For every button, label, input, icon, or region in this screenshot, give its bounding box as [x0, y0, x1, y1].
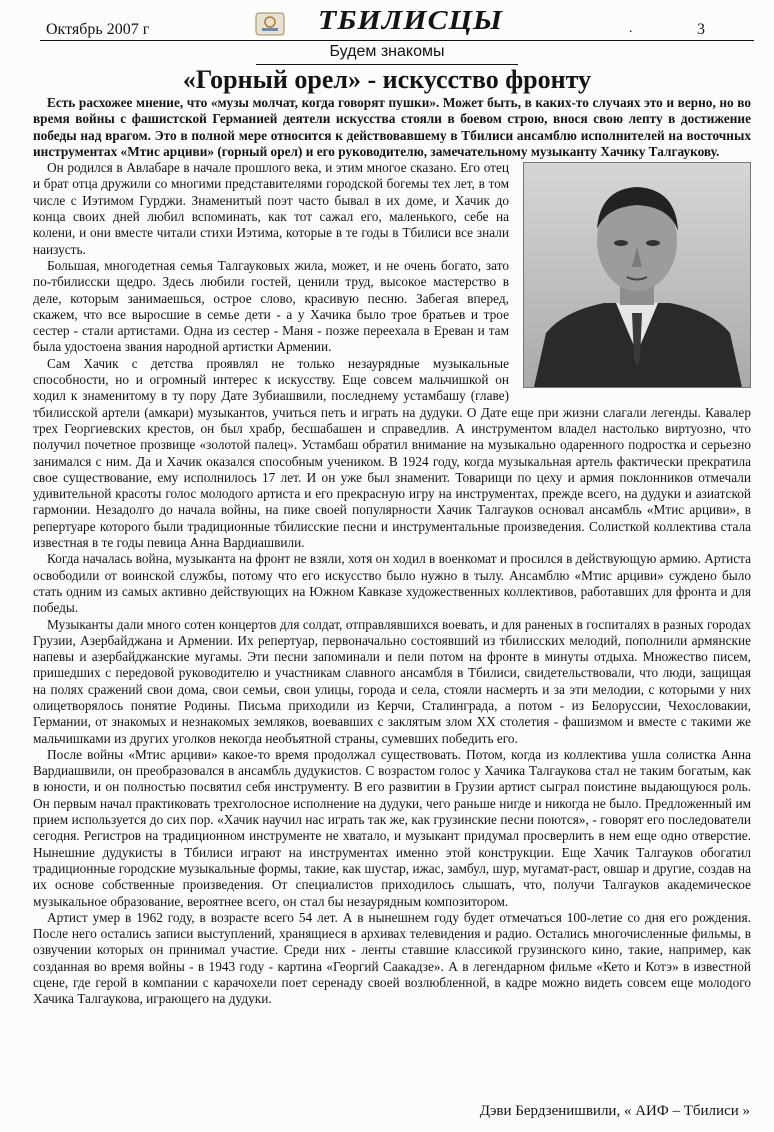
article-paragraph: Артист умер в 1962 году, в возрасте всего 54 лет. А в нынешнем году будет отмечаться 100-летие со дня его рождения. После него остались записи выступлений, хранящиеся в архивах телевидения и радио. Остались многочисленные фильмы, в озвучении которых он принимал участие. Среди них - ленты ставшие классикой грузинского кино, такие, например, как созданная во время войны - в 1943 году - картина «Георгий Саакадзе». А в легендарном фильме «Кето и Котэ» в известной сцене, где герой в компании с карачохели поет серенаду своей возлюбленной, в кадре можно видеть совсем еще молодого Хачика Талгаукова, играющего на дудуки.	[33, 909, 751, 1007]
header-rule	[40, 40, 754, 41]
page-number: 3	[697, 21, 705, 38]
author-signature: Дэви Бердзенишвили, « АИФ – Тбилиси »	[479, 1103, 750, 1119]
article-paragraph: Сам Хачик с детства проявлял не только незаурядные музыкальные способности, но и огромный интерес к искусству. Еще совсем мальчишкой он ходил к знаменитому в ту пору Дате Зубиашвили, последнему устамбашу (главе) тбилисской артели (амкари) музыкантов, учиться петь и играть на дудуки. О Дате еще при жизни слагали легенды. Кавалер трех Георгиевских крестов, он был храбр, бесшабашен и справедлив. А инструментом владел настолько виртуозно, что получил почетное прозвище «золотой палец». Устамбаш обратил внимание на музыкально одаренного подростка и серьезно занимался с ним. Да и Хачик оказался способным учеником. В 1924 году, когда музыкальная артель фактически прекратила свое существование, ему исполнилось 17 лет. И он уже был знаменит. Товарищи по цеху и армия поклонников отмечали удивительной красоты голос молодого артиста и его прекрасную игру на инструментах, прежде всего, на дудуки и азиатской гармонии. Незадолго до начала войны, на пике своей популярности Хачик Талгауков основал ансамбль «Мтис арциви», в репертуаре которого были традиционные тбилисские песни и инструментальные произведения. Солисткой коллектива стала известная в те годы певица Анна Вардиашвили.	[33, 355, 751, 551]
article-title: «Горный орел» - искусство фронту	[182, 65, 592, 94]
issue-date: Октябрь 2007 г	[46, 21, 150, 38]
section-heading: Будем знакомы	[329, 43, 445, 60]
article-paragraph: Он родился в Авлабаре в начале прошлого века, и этим многое сказано. Его отец и брат отца дружили со многими представителями городской богемы тех лет, в том числе с Иэтимом Гурджи. Знаменитый поэт часто бывал в их доме, и Хачик до конца своих дней любил вспоминать, как тот сажал его, маленького, себе на колени, и они вместе читали стихи Иэтима, которые в те годы в Тбилиси все знали наизусть.	[33, 160, 509, 257]
article-paragraph: Когда началась война, музыканта на фронт не взяли, хотя он ходил в военкомат и просился в действующую армию. Артиста освободили от воинской службы, потому что его искусство было нужно в тылу. Ансамблю «Мтис арциви» суждено было стать одним из самых активно действующих на Южном Кавказе художественных коллективов, работавших для фронта и для победы.	[33, 551, 751, 616]
article-paragraph: Музыканты дали много сотен концертов для солдат, отправлявшихся воевать, и для раненых в госпиталях в разных городах Грузии, Азербайджана и Армении. Их репертуар, первоначально состоявший из тбилисских мелодий, пополнили армянские напевы и азербайджанские мугамы. Эти песни запоминали и пели потом на фронте в минуты отдыха. Множество писем, пришедших с передовой руководителю и участникам славного ансамбля в Тбилиси, свидетельствовали, что люди, защищая на полях сражений свои дома, свои семьи, свои улицы, города и села, стояли насмерть и за эти мелодии, с которыми у них олицетворялось понятие Родины. Письма приходили из Керчи, Сталинграда, а потом - из Белоруссии, Чехословакии, Германии, от знакомых и незнакомых земляков, воевавших с заклятым злом XX столетия - фашизмом и вместе с такими же мальчишками из других уголков некогда необъятной страны, сумевших победить его.	[33, 616, 751, 746]
page-header	[0, 0, 774, 42]
portrait-photo	[523, 162, 751, 388]
newspaper-logo: ТБИЛИСЦЫ	[318, 5, 504, 36]
newspaper-emblem-icon	[255, 12, 285, 36]
article-lead: Есть расхожее мнение, что «музы молчат, когда говорят пушки». Может быть, в каких-то случаях это и верно, но во время войны с фашистской Германией деятели искусства стояли в боевом строю, внося свою лепту в достижение победы над врагом. Это в полной мере относится к действовавшему в Тбилиси ансамблю исполнителей на восточных инструментах «Мтис арциви» (горный орел) и его руководителю, замечательному музыканту Хачику Талгаукову.	[33, 95, 751, 159]
article-paragraph: Большая, многодетная семья Талгауковых жила, может, и не очень богато, зато по-тбилисски щедро. Здесь любили гостей, ценили труд, высокое мастерство в деле, которым занимаешься, острое слово, красивую песню. Забегая вперед, скажем, что все выросшие в семье дети - а у Хачика было трое братьев и трое сестер - стали артистами. Одна из сестер - Маня - позже переехала в Ереван и там была удостоена звания народной артистки Армении.	[33, 257, 509, 355]
article-body	[33, 95, 751, 1008]
header-dot: .	[629, 21, 633, 36]
article-paragraph: После войны «Мтис арциви» какое-то время продолжал существовать. Потом, когда из коллектива ушла солистка Анна Вардиашвили, он преобразовался в ансамбль дудукистов. С возрастом голос у Хачика Талгаукова стал не таким богатым, как в юности, и он полностью посвятил себя инструменту. В его развитии в Грузии артист сыграл поистине выдающуюся роль. Он первым начал практиковать трехголосное исполнение на дудуки, чего раньше нигде и никогда не было. Предложенный им прием используется до сих пор. «Хачик научил нас играть так же, как грузинские песни поются», - говорят его последователи сегодня. Регистров на традиционном инструменте не хватало, и музыкант придумал просверлить в нем еще одно отверстие. Нынешние дудукисты в Тбилиси играют на инструментах именно этой конструкции. Еще Хачик Талгауков обогатил традиционные городские музыкальные формы, такие, как шустар, ижас, замбул, шур, мугамат-раст, овшар и другие, создав на их основе собственные произведения. От специалистов приходилось слышать, что, получи Талгауков академическое музыкальное образование, вероятнее всего, он стал бы незаурядным композитором.	[33, 746, 751, 909]
